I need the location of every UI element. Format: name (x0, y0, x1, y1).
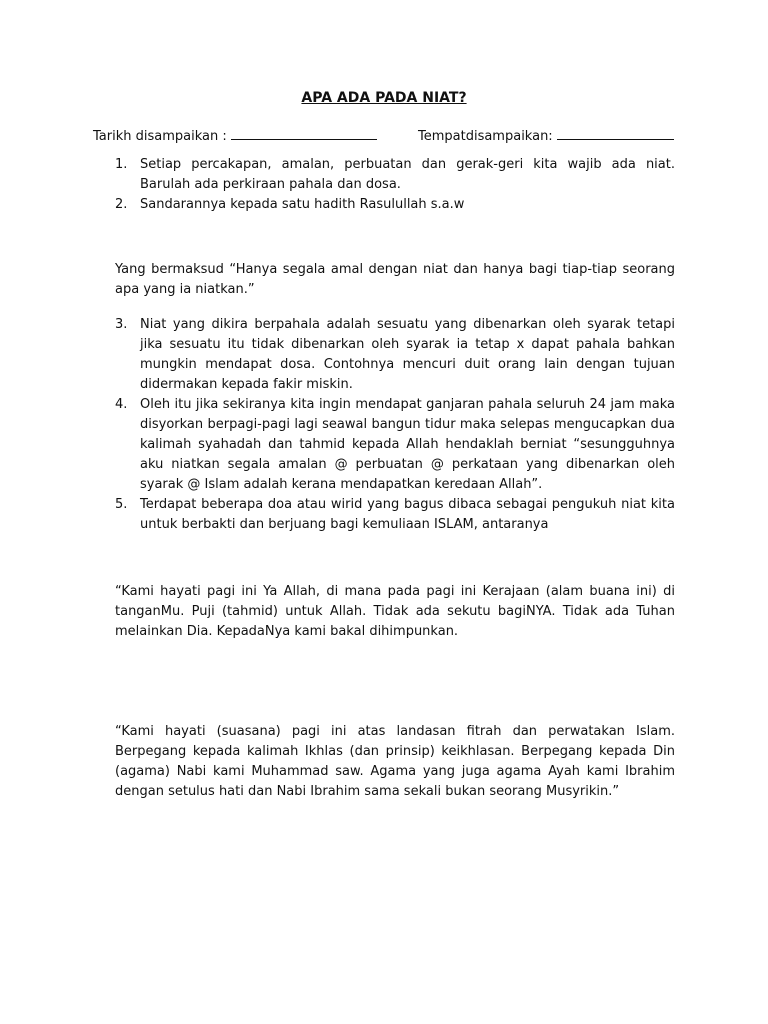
numbered-list-1 (115, 155, 675, 215)
list-text: Setiap percakapan, amalan, perbuatan dan gerak-geri kita wajib ada niat. Barulah ada perkiraan pahala dan dosa. (140, 157, 675, 192)
list-item (115, 495, 675, 535)
date-blank-line (231, 125, 377, 140)
list-item (115, 195, 675, 215)
date-field (93, 125, 377, 147)
list-item (115, 395, 675, 495)
list-number: 1. (115, 157, 128, 172)
list-item (115, 315, 675, 395)
list-text: Sandarannya kepada satu hadith Rasulullah s.a.w (140, 197, 465, 212)
list-text: Terdapat beberapa doa atau wirid yang bagus dibaca sebagai pengukuh niat kita untuk berbakti dan berjuang bagi kemuliaan ISLAM, antaranya (140, 497, 675, 532)
place-field (418, 125, 674, 147)
hadith-meaning-paragraph: Yang bermaksud “Hanya segala amal dengan niat dan hanya bagi tiap-tiap seorang apa yang ia niatkan.” (115, 262, 675, 297)
list-item (115, 155, 675, 195)
list-number: 4. (115, 397, 128, 412)
list-text: Oleh itu jika sekiranya kita ingin mendapat ganjaran pahala seluruh 24 jam maka disyorkan berpagi-pagi lagi seawal bangun tidur maka selepas mengucapkan dua kalimah syahadah dan tahmid kepada Allah hendaklah berniat “sesungguhnya aku niatkan segala amalan @ perbuatan @ perkataan yang dibenarkan oleh syarak @ Islam adalah kerana mendapatkan keredaan Allah”. (140, 397, 675, 492)
place-label: Tempatdisampaikan: (418, 129, 557, 144)
list-number: 5. (115, 497, 128, 512)
doa-paragraph-1: “Kami hayati pagi ini Ya Allah, di mana pada pagi ini Kerajaan (alam buana ini) di tanganMu. Puji (tahmid) untuk Allah. Tidak ada sekutu bagiNYA. Tidak ada Tuhan melainkan Dia. KepadaNya kami bakal dihimpunkan. (115, 584, 675, 639)
place-blank-line (557, 125, 674, 140)
list-number: 3. (115, 317, 128, 332)
doa-paragraph-2: “Kami hayati (suasana) pagi ini atas landasan fitrah dan perwatakan Islam. Berpegang kepada kalimah Ikhlas (dan prinsip) keikhlasan. Berpegang kepada Din (agama) Nabi kami Muhammad saw. Agama yang juga agama Ayah kami Ibrahim dengan setulus hati dan Nabi Ibrahim sama sekali bukan seorang Musyrikin.” (115, 724, 675, 799)
numbered-list-2 (115, 315, 675, 535)
list-text: Niat yang dikira berpahala adalah sesuatu yang dibenarkan oleh syarak tetapi jika sesuatu itu tidak dibenarkan oleh syarak ia tetap x dapat pahala bahkan mungkin mendapat dosa. Contohnya mencuri duit orang lain dengan tujuan didermakan kepada fakir miskin. (140, 317, 675, 392)
document-title: APA ADA PADA NIAT? (301, 90, 467, 106)
date-label: Tarikh disampaikan : (93, 129, 231, 144)
list-number: 2. (115, 197, 128, 212)
